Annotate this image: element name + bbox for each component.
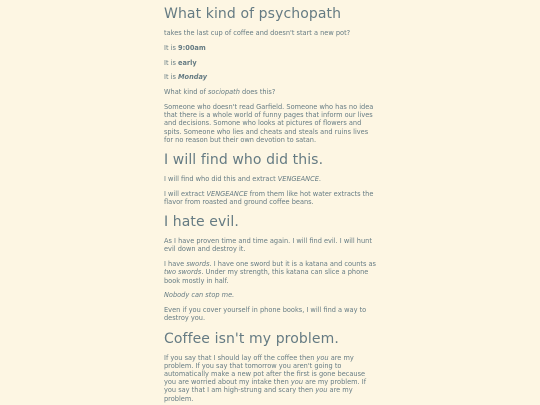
time-value: 9:00am [178,43,206,52]
text: If you say that I should lay off the coffee then [164,353,317,362]
text: I will extract [164,189,207,198]
section-evil [164,213,376,322]
text: I will find who did this and extract [164,175,278,183]
day-value: Monday [178,73,208,82]
paragraph [164,260,376,285]
emphasis: sociopath [207,88,240,97]
paragraph [164,190,376,206]
emphasis: VENGEANCE [277,175,319,183]
text: . [318,175,321,183]
text: What kind of [164,88,208,97]
section-heading: What kind of psychopath [164,6,342,22]
text: . Under my strength, this katana can slice a phone book mostly in half. [164,268,369,285]
paragraph-question [164,88,376,96]
article-column [164,5,376,405]
paragraph: As I have proven time and time again. I will find evil. I will hunt evil down and destroy it. [164,237,372,254]
emphasis: you [290,378,304,387]
text: . I have one sword but it is a katana and counts as [209,260,376,269]
section-heading: I hate evil. [164,214,239,231]
paragraph [164,354,376,403]
text: It is [164,58,178,67]
text: from them like hot water extracts the flavor from roasted and ground coffee beans. [164,189,374,206]
paragraph [164,175,376,183]
text: are my problem. If you say that I am high-strung and scary then [164,378,367,395]
text: are my problem. If you say that tomorrow you aren't going to automatically make a new pot after the first is gone because you are worried about my intake then [164,353,366,387]
section-heading: Coffee isn't my problem. [164,330,339,347]
early-value: early [178,58,197,67]
emphasis: you [316,353,329,362]
section-find [164,151,376,206]
paragraph: Even if you cover yourself in phone books, I will find a way to destroy you. [164,306,367,323]
emphasis: VENGEANCE [206,189,248,198]
section-psychopath [164,5,376,144]
text: It is [164,73,178,82]
paragraph: takes the last cup of coffee and doesn't start a new pot? [164,29,351,37]
emphasis: Nobody can stop me. [164,291,235,300]
text: are my problem. [164,386,353,403]
text: It is [164,43,178,52]
text: I have [164,260,187,269]
paragraph-early [164,59,376,67]
emphasis: two swords [164,268,202,277]
paragraph-time [164,44,376,52]
section-heading: I will find who did this. [164,152,324,168]
emphasis: you [315,386,328,395]
paragraph: Someone who doesn't read Garfield. Someone who has no idea that there is a whole world of funny pages that inform our lives and decisions. Somone who looks at pictures of flowers and spits. Someone who lies and cheats and steals and ruins lives for no reason but their own devotion to satan. [164,102,374,144]
emphasis: swords [186,260,210,269]
paragraph [164,291,376,299]
paragraph-day [164,73,376,81]
section-coffee [164,330,376,403]
text: does this? [239,88,276,97]
